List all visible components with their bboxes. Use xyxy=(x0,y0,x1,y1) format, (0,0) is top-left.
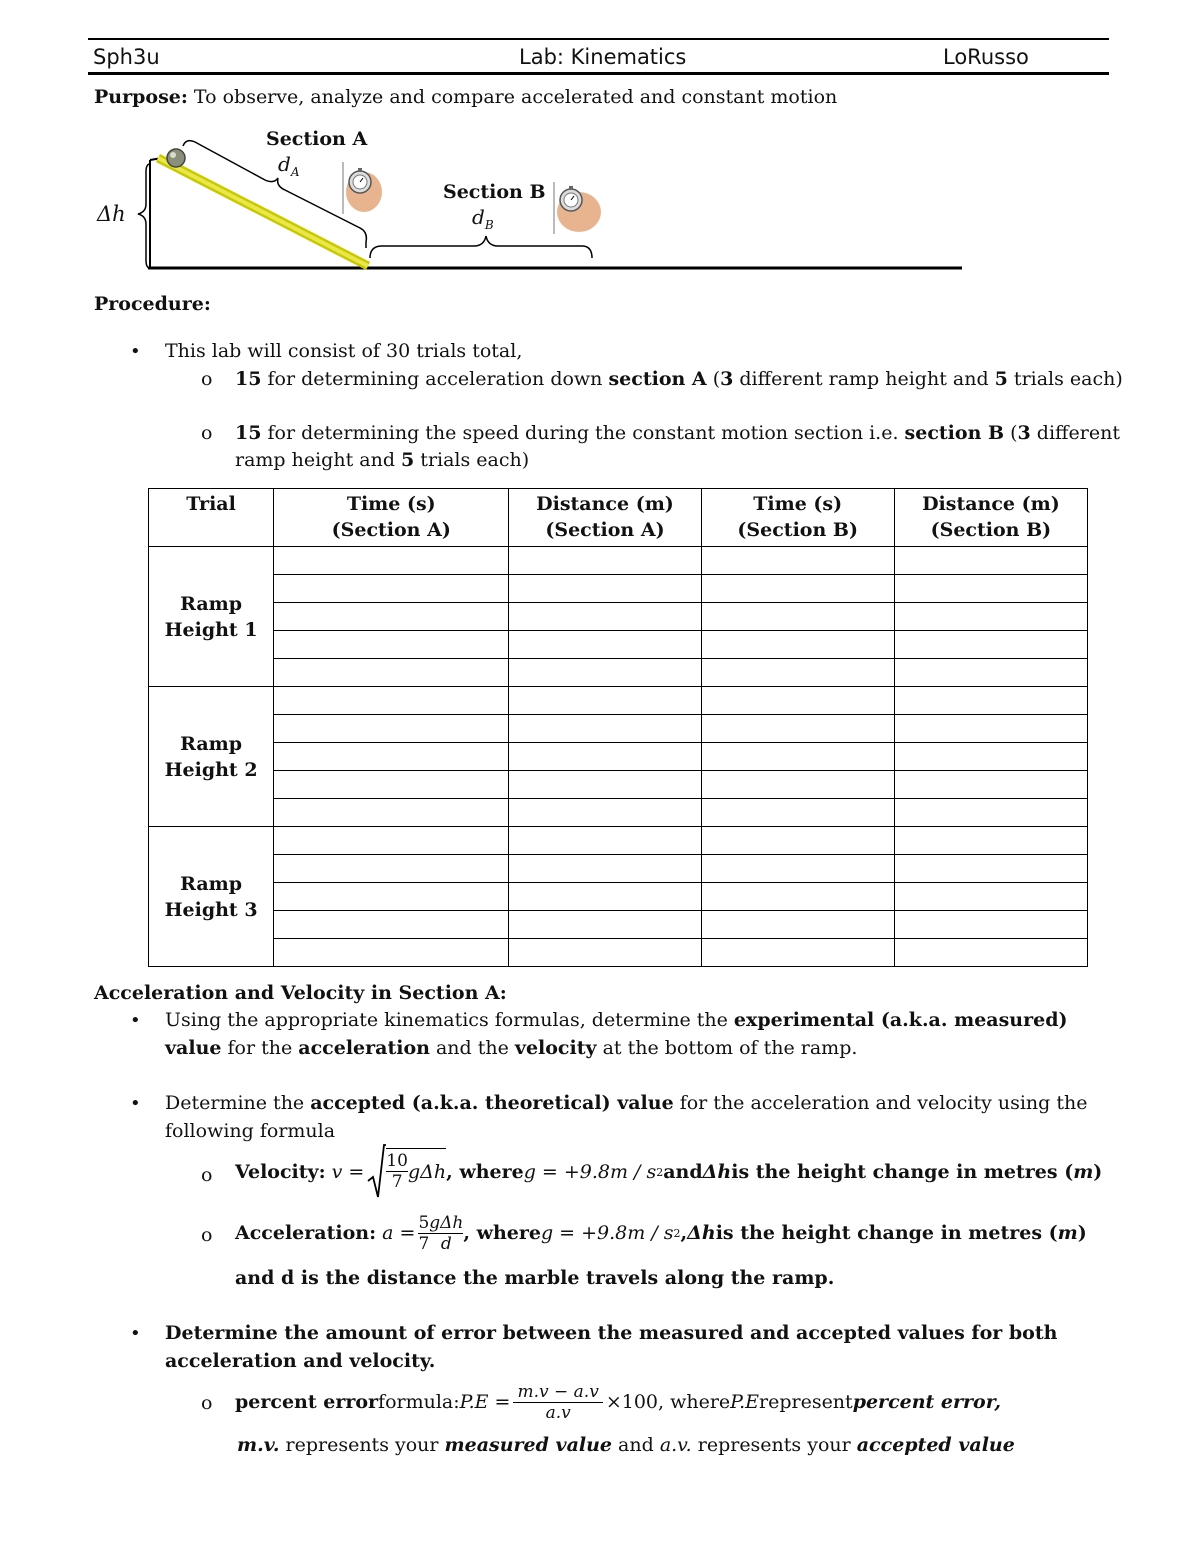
circle-bullet-icon: o xyxy=(201,368,213,390)
table-cell[interactable] xyxy=(509,799,701,827)
table-cell[interactable] xyxy=(274,659,509,687)
table-cell[interactable] xyxy=(274,575,509,603)
brace-delta-h xyxy=(138,164,150,268)
table-cell[interactable] xyxy=(274,799,509,827)
table-cell[interactable] xyxy=(274,855,509,883)
sqrt-sign-icon xyxy=(366,1143,386,1201)
procedure-sub-1: 15 for determining acceleration down section A (3 different ramp height and 5 trials each) xyxy=(235,368,1123,390)
marble xyxy=(167,149,185,167)
stopwatch-icon xyxy=(342,162,382,214)
header-bottom-rule xyxy=(88,72,1109,75)
table-cell[interactable] xyxy=(894,939,1087,967)
header-trial: Trial xyxy=(149,489,274,547)
table-row xyxy=(149,883,1088,911)
table-cell[interactable] xyxy=(701,883,894,911)
table-header-row xyxy=(149,489,1088,547)
table-row xyxy=(149,827,1088,855)
section-a-label: Section A xyxy=(266,128,368,150)
table-cell[interactable] xyxy=(894,547,1087,575)
velocity-formula: Velocity: v = $\frac{10}{7}$ gΔh , where g = +9.8m / s 2 and Δh is the height change in metres ( m ) xyxy=(235,1142,1102,1202)
section-b-label: Section B xyxy=(443,181,546,203)
table-cell[interactable] xyxy=(274,883,509,911)
header-top-rule xyxy=(88,38,1109,40)
table-cell[interactable] xyxy=(274,631,509,659)
teacher-name: LoRusso xyxy=(943,45,1029,69)
table-cell[interactable] xyxy=(894,603,1087,631)
table-cell[interactable] xyxy=(509,911,701,939)
accel-bullet-1-cont: value for the acceleration and the velocity at the bottom of the ramp. xyxy=(165,1037,858,1059)
table-cell[interactable] xyxy=(509,547,701,575)
table-cell[interactable] xyxy=(894,799,1087,827)
accel-bullet-1: Using the appropriate kinematics formulas, determine the experimental (a.k.a. measured) xyxy=(165,1009,1068,1031)
table-cell[interactable] xyxy=(894,575,1087,603)
table-row xyxy=(149,743,1088,771)
table-cell[interactable] xyxy=(894,631,1087,659)
table-cell[interactable] xyxy=(701,687,894,715)
table-row xyxy=(149,547,1088,575)
table-row xyxy=(149,687,1088,715)
table-cell[interactable] xyxy=(274,827,509,855)
stopwatch-icon xyxy=(553,182,601,234)
procedure-label: Procedure: xyxy=(94,293,211,315)
brace-section-a xyxy=(183,141,366,248)
procedure-sub-2: 15 for determining the speed during the constant motion section i.e. section B (3 different xyxy=(235,422,1120,444)
procedure-sub-2-cont: ramp height and 5 trials each) xyxy=(235,449,530,471)
table-row xyxy=(149,855,1088,883)
lab-title: Lab: Kinematics xyxy=(519,45,687,69)
table-cell[interactable] xyxy=(894,687,1087,715)
purpose-text: To observe, analyze and compare accelerated and constant motion xyxy=(187,86,838,108)
accel-bullet-2: Determine the accepted (a.k.a. theoretical) value for the acceleration and velocity using the xyxy=(165,1092,1088,1114)
bullet-icon: • xyxy=(130,1010,141,1031)
table-cell[interactable] xyxy=(274,687,509,715)
table-cell[interactable] xyxy=(894,659,1087,687)
table-cell[interactable] xyxy=(509,715,701,743)
table-cell[interactable] xyxy=(509,883,701,911)
acceleration-formula: Acceleration: a = $\frac{5}{7}$ $\frac{\text{gΔh}}{d}$ , where g = +9.8m / s 2 , Δh is the height change in metres ( m ) xyxy=(235,1212,1087,1254)
table-cell[interactable] xyxy=(509,855,701,883)
table-row xyxy=(149,911,1088,939)
table-row xyxy=(149,715,1088,743)
table-cell[interactable] xyxy=(509,687,701,715)
purpose-line xyxy=(94,86,837,108)
table-row xyxy=(149,603,1088,631)
table-cell[interactable] xyxy=(509,771,701,799)
procedure-bullet-1: This lab will consist of 30 trials total, xyxy=(165,340,523,362)
table-cell[interactable] xyxy=(894,855,1087,883)
header-time-a: Time (s) (Section A) xyxy=(274,489,509,547)
ramp-diagram xyxy=(0,120,1000,290)
table-cell[interactable] xyxy=(701,855,894,883)
circle-bullet-icon: o xyxy=(201,1224,213,1246)
accel-bullet-2-cont: following formula xyxy=(165,1120,336,1142)
table-cell[interactable] xyxy=(894,911,1087,939)
header-time-b: Time (s) (Section B) xyxy=(701,489,894,547)
data-table xyxy=(148,488,1088,967)
delta-h-label: Δh xyxy=(97,202,126,226)
table-row xyxy=(149,799,1088,827)
table-cell[interactable] xyxy=(509,575,701,603)
accel-bullet-3-cont: acceleration and velocity. xyxy=(165,1350,436,1372)
table-cell[interactable] xyxy=(701,743,894,771)
percent-error-formula-cont: m.v. represents your measured value and a.v. represents your accepted value xyxy=(237,1434,1015,1456)
table-cell[interactable] xyxy=(894,827,1087,855)
header-distance-a: Distance (m) (Section A) xyxy=(509,489,701,547)
table-cell[interactable] xyxy=(274,715,509,743)
table-cell[interactable] xyxy=(701,827,894,855)
table-cell[interactable] xyxy=(274,743,509,771)
table-cell[interactable] xyxy=(894,883,1087,911)
table-cell[interactable] xyxy=(274,771,509,799)
table-row xyxy=(149,631,1088,659)
purpose-label: Purpose: xyxy=(94,86,188,108)
d-a-label: $d_A$ xyxy=(278,152,300,179)
table-cell[interactable] xyxy=(701,575,894,603)
ramp-height-3-label: Ramp Height 3 xyxy=(149,827,274,967)
table-row xyxy=(149,939,1088,967)
table-cell[interactable] xyxy=(701,715,894,743)
d-b-label: $d_B$ xyxy=(472,205,494,232)
table-cell[interactable] xyxy=(274,603,509,631)
table-cell[interactable] xyxy=(701,799,894,827)
table-cell[interactable] xyxy=(701,911,894,939)
table-cell[interactable] xyxy=(894,743,1087,771)
accel-section-title: Acceleration and Velocity in Section A: xyxy=(94,982,507,1004)
table-cell[interactable] xyxy=(701,771,894,799)
table-row xyxy=(149,659,1088,687)
table-cell[interactable] xyxy=(274,547,509,575)
course-code: Sph3u xyxy=(93,45,160,69)
accel-bullet-3: Determine the amount of error between the measured and accepted values for both xyxy=(165,1322,1058,1344)
table-cell[interactable] xyxy=(894,771,1087,799)
table-row xyxy=(149,575,1088,603)
table-cell[interactable] xyxy=(274,911,509,939)
bullet-icon: • xyxy=(130,341,141,362)
ramp-height-2-label: Ramp Height 2 xyxy=(149,687,274,827)
table-cell[interactable] xyxy=(509,827,701,855)
circle-bullet-icon: o xyxy=(201,1392,213,1414)
table-cell[interactable] xyxy=(701,939,894,967)
circle-bullet-icon: o xyxy=(201,422,213,444)
percent-error-formula: percent error formula: P.E = $\frac{m.v - a.v}{a.v}$ ×100 , where P.E represent percent error, xyxy=(235,1381,1001,1423)
table-cell[interactable] xyxy=(509,743,701,771)
bullet-icon: • xyxy=(130,1093,141,1114)
header-distance-b: Distance (m) (Section B) xyxy=(894,489,1087,547)
table-cell[interactable] xyxy=(509,939,701,967)
table-cell[interactable] xyxy=(509,659,701,687)
table-cell[interactable] xyxy=(701,603,894,631)
table-cell[interactable] xyxy=(701,547,894,575)
table-cell[interactable] xyxy=(894,715,1087,743)
acceleration-formula-cont: and d is the distance the marble travels along the ramp. xyxy=(235,1267,835,1289)
table-cell[interactable] xyxy=(274,939,509,967)
table-cell[interactable] xyxy=(701,659,894,687)
ramp-height-1-label: Ramp Height 1 xyxy=(149,547,274,687)
circle-bullet-icon: o xyxy=(201,1164,213,1186)
table-cell[interactable] xyxy=(509,603,701,631)
table-row xyxy=(149,771,1088,799)
table-cell[interactable] xyxy=(701,631,894,659)
brace-section-b xyxy=(370,236,592,258)
bullet-icon: • xyxy=(130,1323,141,1344)
table-cell[interactable] xyxy=(509,631,701,659)
